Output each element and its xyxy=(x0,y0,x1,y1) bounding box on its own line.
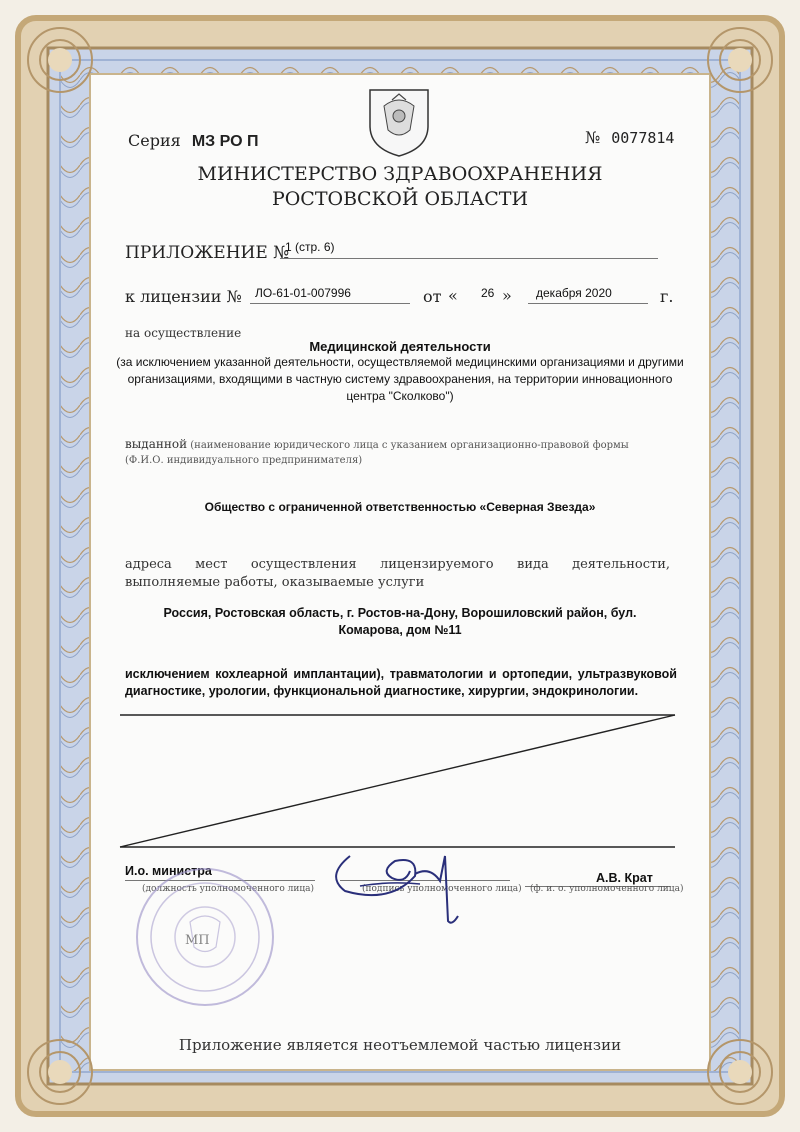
appendix-underline xyxy=(280,258,658,259)
signatory-position: И.о. министра xyxy=(125,864,212,878)
activity-description: (за исключением указанной деятельности, осуществляемой медицинскими организациями и другими организациями, входящими в частную систему здравоохранения, на территории инновационного центра "Сколково") xyxy=(116,355,684,403)
ministry-line-2: РОСТОВСКОЙ ОБЛАСТИ xyxy=(271,188,529,210)
series-label: Серия xyxy=(128,131,181,150)
license-day: 26 xyxy=(481,286,495,300)
issued-hint: (наименование юридического лица с указанием организационно-правовой формы (Ф.И.О. индивидуального предпринимателя) xyxy=(125,440,629,466)
quote-open: « xyxy=(448,286,458,305)
issued-label: выданной xyxy=(125,437,188,451)
license-number-underline xyxy=(250,303,410,304)
issued-block xyxy=(125,437,665,468)
signatory-name: А.В. Крат xyxy=(596,871,653,885)
services-text: исключением кохлеарной имплантации), травматологии и ортопедии, ультразвуковой диагностике, урологии, функциональной диагностике, хирургии, эндокринологии. xyxy=(125,667,677,698)
license-month-year: декабря 2020 xyxy=(536,286,612,300)
appendix-value: 1 (стр. 6) xyxy=(285,240,335,254)
quote-close: » xyxy=(502,286,512,305)
ministry-line-1: МИНИСТЕРСТВО ЗДРАВООХРАНЕНИЯ xyxy=(197,163,603,185)
number-label: № xyxy=(585,128,601,147)
license-date-underline xyxy=(528,303,648,304)
license-from-label: от xyxy=(423,287,442,306)
activity-label: на осуществление xyxy=(125,326,242,340)
addresses-label: адреса мест осуществления лицензируемого вида деятельности, выполняемые работы, оказываемые услуги xyxy=(125,557,670,590)
number-value: 0077814 xyxy=(611,129,675,147)
series-row xyxy=(128,131,258,151)
name-hint: (ф. и. о. уполномоченного лица) xyxy=(530,884,684,894)
activity-title: Медицинской деятельности xyxy=(309,339,491,354)
address-value: Россия, Ростовская область, г. Ростов-на-Дону, Ворошиловский район, бул. Комарова, дом №11 xyxy=(163,606,637,637)
organization-name: Общество с ограниченной ответственностью «Северная Звезда» xyxy=(204,500,596,514)
handwritten-signature xyxy=(320,826,480,936)
series-value: МЗ РО П xyxy=(191,133,259,150)
appendix-label: ПРИЛОЖЕНИЕ № xyxy=(125,243,290,263)
signature-hint: (подпись уполномоченного лица) xyxy=(362,884,522,894)
number-row xyxy=(585,128,674,147)
license-year-suffix: г. xyxy=(660,287,674,306)
coat-of-arms-icon xyxy=(366,86,432,158)
ministry-title xyxy=(150,162,650,212)
license-number: ЛО-61-01-007996 xyxy=(255,286,351,300)
stamp-label: МП xyxy=(185,933,210,948)
footer-note: Приложение является неотъемлемой частью лицензии xyxy=(178,1036,622,1054)
license-label: к лицензии № xyxy=(125,287,242,306)
position-hint: (должность уполномоченного лица) xyxy=(142,884,314,894)
